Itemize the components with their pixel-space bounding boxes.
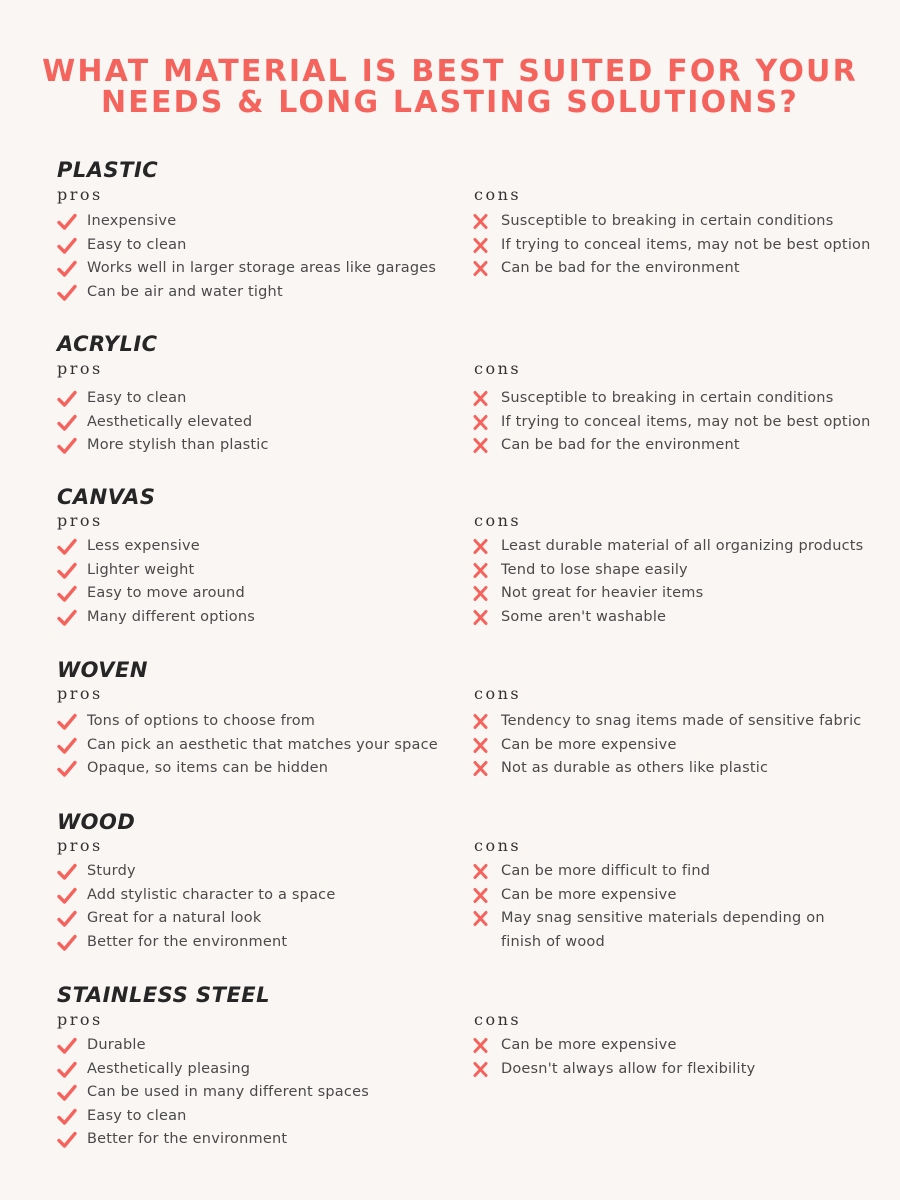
x-icon	[471, 585, 491, 603]
check-icon	[57, 260, 77, 278]
pro-item-text: Better for the environment	[87, 933, 288, 950]
con-item	[471, 411, 871, 435]
x-icon	[471, 737, 491, 755]
con-item	[471, 582, 863, 606]
material-heading: STAINLESS STEEL	[57, 983, 271, 1007]
pro-item	[57, 559, 255, 583]
pro-item	[57, 1034, 369, 1058]
pro-item	[57, 411, 269, 435]
pro-item-text: Easy to move around	[87, 585, 245, 601]
con-item	[471, 257, 871, 281]
pro-item-text: Easy to clean	[87, 236, 187, 253]
pro-item	[57, 931, 335, 955]
con-item-text: Some aren't washable	[501, 608, 667, 625]
pros-list	[57, 387, 269, 458]
con-item	[471, 757, 861, 781]
con-item-text: Tendency to snag items made of sensitive fabric	[501, 713, 862, 729]
con-item-text: Susceptible to breaking in certain conditions	[501, 390, 834, 406]
con-item-text: If trying to conceal items, may not be best option	[501, 236, 871, 253]
check-icon	[57, 934, 77, 952]
x-icon	[471, 910, 491, 928]
cons-list	[471, 860, 856, 954]
pro-item	[57, 257, 436, 281]
cons-list	[471, 387, 871, 458]
pro-item-text: Many different options	[87, 608, 255, 625]
check-icon	[57, 737, 77, 755]
x-icon	[471, 887, 491, 905]
material-heading: WOVEN	[57, 658, 148, 682]
check-icon	[57, 910, 77, 928]
page-title	[0, 56, 900, 118]
material-heading: PLASTIC	[57, 158, 159, 182]
material-heading: ACRYLIC	[57, 332, 158, 356]
check-icon	[57, 1037, 77, 1055]
pros-list	[57, 535, 255, 629]
pros-label: pros	[57, 684, 103, 703]
check-icon	[57, 585, 77, 603]
x-icon	[471, 1061, 491, 1079]
cons-list	[471, 535, 863, 629]
pro-item	[57, 1058, 369, 1082]
pro-item-text: Great for a natural look	[87, 910, 262, 926]
pro-item-text: Sturdy	[87, 863, 136, 879]
check-icon	[57, 1131, 77, 1149]
pros-label: pros	[57, 511, 103, 530]
x-icon	[471, 213, 491, 231]
check-icon	[57, 390, 77, 408]
con-item	[471, 734, 861, 758]
check-icon	[57, 284, 77, 302]
pro-item	[57, 1081, 369, 1105]
pros-list	[57, 860, 335, 954]
pros-label: pros	[57, 1010, 103, 1029]
pro-item	[57, 884, 335, 908]
pro-item-text: Can be used in many different spaces	[87, 1084, 369, 1100]
check-icon	[57, 562, 77, 580]
con-item-text: Not as durable as others like plastic	[501, 760, 769, 776]
check-icon	[57, 1108, 77, 1126]
pro-item	[57, 907, 335, 931]
con-item	[471, 535, 863, 559]
pro-item	[57, 606, 255, 630]
page-title-line-2: NEEDS & LONG LASTING SOLUTIONS?	[100, 85, 800, 120]
pro-item	[57, 387, 269, 411]
pro-item-text: Aesthetically elevated	[87, 413, 253, 430]
x-icon	[471, 1037, 491, 1055]
x-icon	[471, 390, 491, 408]
con-item	[471, 434, 871, 458]
con-item	[471, 884, 856, 908]
pro-item-text: Lighter weight	[87, 561, 195, 578]
cons-list	[471, 210, 871, 281]
con-item-text: Can be more expensive	[501, 736, 677, 753]
pro-item-text: Easy to clean	[87, 1107, 187, 1124]
pro-item-text: Add stylistic character to a space	[87, 886, 336, 903]
check-icon	[57, 437, 77, 455]
pro-item	[57, 234, 436, 258]
pro-item	[57, 1128, 369, 1152]
con-item-text: Susceptible to breaking in certain conditions	[501, 213, 834, 229]
page-title-line-1: WHAT MATERIAL IS BEST SUITED FOR YOUR	[42, 54, 858, 89]
x-icon	[471, 538, 491, 556]
con-item	[471, 907, 856, 954]
check-icon	[57, 760, 77, 778]
check-icon	[57, 213, 77, 231]
cons-label: cons	[474, 684, 522, 703]
pro-item	[57, 860, 335, 884]
con-item-text: Can be more expensive	[501, 886, 677, 903]
x-icon	[471, 863, 491, 881]
con-item-text: Not great for heavier items	[501, 585, 704, 601]
check-icon	[57, 414, 77, 432]
x-icon	[471, 437, 491, 455]
pro-item-text: Less expensive	[87, 538, 200, 554]
x-icon	[471, 760, 491, 778]
con-item	[471, 606, 863, 630]
cons-label: cons	[474, 511, 522, 530]
pros-label: pros	[57, 836, 103, 855]
pro-item	[57, 210, 436, 234]
cons-label: cons	[474, 359, 522, 378]
con-item	[471, 387, 871, 411]
pro-item	[57, 757, 438, 781]
pro-item-text: Durable	[87, 1037, 146, 1053]
con-item-text: Doesn't always allow for flexibility	[501, 1060, 756, 1077]
x-icon	[471, 562, 491, 580]
con-item	[471, 860, 856, 884]
pro-item-text: More stylish than plastic	[87, 437, 269, 453]
pro-item-text: Tons of options to choose from	[87, 713, 316, 729]
cons-list	[471, 1034, 755, 1081]
con-item-text: Least durable material of all organizing products	[501, 538, 864, 554]
pro-item-text: Easy to clean	[87, 390, 187, 406]
check-icon	[57, 887, 77, 905]
check-icon	[57, 538, 77, 556]
cons-label: cons	[474, 1010, 522, 1029]
con-item-text: Can be more expensive	[501, 1037, 677, 1053]
pro-item-text: Better for the environment	[87, 1131, 288, 1147]
con-item-text: May snag sensitive materials depending on finish of wood	[501, 910, 825, 950]
x-icon	[471, 713, 491, 731]
check-icon	[57, 1084, 77, 1102]
pro-item	[57, 734, 438, 758]
pros-label: pros	[57, 185, 103, 204]
cons-label: cons	[474, 836, 522, 855]
cons-list	[471, 710, 861, 781]
material-heading: CANVAS	[57, 485, 156, 509]
con-item-text: Can be bad for the environment	[501, 437, 740, 453]
material-heading: WOOD	[57, 810, 136, 834]
con-item	[471, 210, 871, 234]
pro-item	[57, 281, 436, 305]
con-item-text: Can be bad for the environment	[501, 260, 740, 276]
x-icon	[471, 260, 491, 278]
pro-item-text: Works well in larger storage areas like garages	[87, 260, 437, 276]
con-item-text: Can be more difficult to find	[501, 863, 711, 879]
con-item	[471, 234, 871, 258]
x-icon	[471, 609, 491, 627]
con-item-text: Tend to lose shape easily	[501, 561, 688, 578]
check-icon	[57, 713, 77, 731]
pros-list	[57, 210, 436, 304]
check-icon	[57, 609, 77, 627]
con-item	[471, 1034, 755, 1058]
check-icon	[57, 863, 77, 881]
pro-item-text: Inexpensive	[87, 213, 177, 229]
pro-item	[57, 1105, 369, 1129]
pro-item-text: Aesthetically pleasing	[87, 1060, 251, 1077]
pro-item	[57, 434, 269, 458]
x-icon	[471, 414, 491, 432]
pro-item	[57, 710, 438, 734]
con-item	[471, 1058, 755, 1082]
check-icon	[57, 1061, 77, 1079]
check-icon	[57, 237, 77, 255]
con-item	[471, 559, 863, 583]
pro-item	[57, 582, 255, 606]
pro-item	[57, 535, 255, 559]
cons-label: cons	[474, 185, 522, 204]
pro-item-text: Can pick an aesthetic that matches your space	[87, 736, 438, 753]
pro-item-text: Can be air and water tight	[87, 283, 283, 300]
x-icon	[471, 237, 491, 255]
pro-item-text: Opaque, so items can be hidden	[87, 760, 329, 776]
pros-list	[57, 710, 438, 781]
con-item	[471, 710, 861, 734]
con-item-text: If trying to conceal items, may not be best option	[501, 413, 871, 430]
pros-list	[57, 1034, 369, 1152]
pros-label: pros	[57, 359, 103, 378]
